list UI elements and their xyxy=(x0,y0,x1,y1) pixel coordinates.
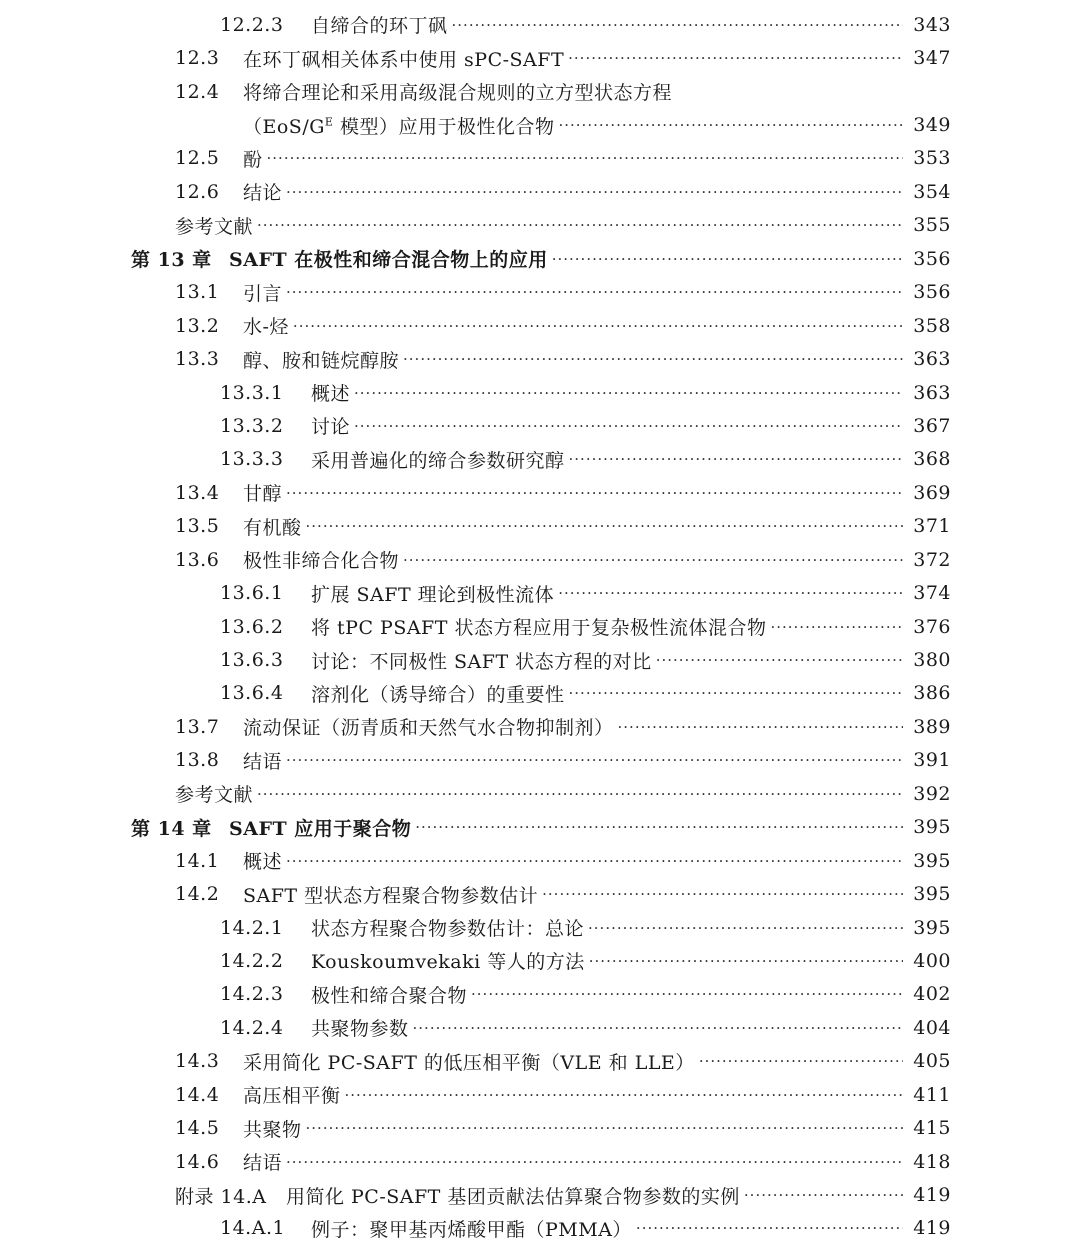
toc-entry-title: 结论 xyxy=(243,182,283,205)
toc-entry-row xyxy=(0,443,1080,476)
toc-entry-title: 状态方程聚合物参数估计：总论 xyxy=(311,918,585,941)
toc-page-number: 349 xyxy=(913,114,951,137)
toc-entry-title: 扩展 SAFT 理论到极性流体 xyxy=(311,583,555,606)
dot-leader xyxy=(354,417,903,435)
toc-entry-title: 溶剂化（诱导缔合）的重要性 xyxy=(311,683,565,706)
toc-entry-row xyxy=(0,309,1080,342)
toc-entry-row xyxy=(0,1045,1080,1078)
dot-leader xyxy=(568,49,903,67)
toc-entry-number: 13.6.4 xyxy=(220,682,284,705)
toc-entry-title: 甘醇 xyxy=(243,483,283,506)
toc-entry-title: 概述 xyxy=(311,383,351,406)
toc-entry-row xyxy=(0,342,1080,375)
toc-entry-row xyxy=(0,209,1080,242)
toc-entry-number: 14.2 xyxy=(175,883,220,906)
toc-page-number: 386 xyxy=(913,682,951,705)
toc-entry-title: 概述 xyxy=(243,851,283,874)
toc-entry-number: 13.7 xyxy=(175,715,220,738)
dot-leader xyxy=(656,651,903,669)
toc-page-number: 395 xyxy=(913,849,951,872)
toc-entry-title: 共聚物参数 xyxy=(311,1018,409,1041)
toc-entry-number: 13.6.2 xyxy=(220,615,284,638)
toc-page-number: 391 xyxy=(913,749,951,772)
toc-page-number: 347 xyxy=(913,47,951,70)
toc-page-number: 405 xyxy=(913,1050,951,1073)
toc-page-number: 363 xyxy=(913,381,951,404)
toc-page-number: 368 xyxy=(913,448,951,471)
toc-page-number: 402 xyxy=(913,983,951,1006)
toc-entry-title: （$EoS/G^E$ 模型）应用于极性化合物 xyxy=(243,115,555,138)
toc-entry-number: 13.6.1 xyxy=(220,582,284,605)
toc-entry-title: 参考文献 xyxy=(175,784,254,807)
dot-leader xyxy=(744,1186,903,1204)
toc-page-number: 419 xyxy=(913,1217,951,1240)
toc-entry-number: 12.2.3 xyxy=(220,13,284,36)
toc-entry-row xyxy=(0,877,1080,910)
toc-entry-row xyxy=(0,543,1080,576)
toc-entry-row xyxy=(0,8,1080,41)
toc-page-number: 418 xyxy=(913,1150,951,1173)
toc-entry-number: 13.3.2 xyxy=(220,414,284,437)
toc-entry-row xyxy=(0,944,1080,977)
toc-entry-number: 第 13 章 xyxy=(131,249,212,272)
toc-entry-number: 14.6 xyxy=(175,1150,220,1173)
toc-entry-number: 13.3.3 xyxy=(220,448,284,471)
toc-entry-title: SAFT 应用于聚合物 xyxy=(229,817,412,840)
toc-page-number: 354 xyxy=(913,180,951,203)
toc-entry-title: 极性非缔合化合物 xyxy=(243,550,400,573)
toc-chapter-row xyxy=(0,242,1080,275)
toc-entry-title: 在环丁砜相关体系中使用 sPC-SAFT xyxy=(243,48,565,71)
toc-page-number: 343 xyxy=(913,13,951,36)
toc-page-number: 353 xyxy=(913,147,951,170)
toc-entry-number: 14.2.2 xyxy=(220,949,284,972)
toc-page-number: 374 xyxy=(913,582,951,605)
toc-entry-number: 14.A.1 xyxy=(220,1217,286,1240)
toc-entry-title: 采用简化 PC-SAFT 的低压相平衡（VLE 和 LLE） xyxy=(243,1051,695,1074)
toc-entry-number: 13.2 xyxy=(175,314,220,337)
toc-entry-row xyxy=(0,677,1080,710)
dot-leader xyxy=(286,1153,903,1171)
dot-leader xyxy=(452,16,903,34)
toc-entry-number: 13.6.3 xyxy=(220,649,284,672)
toc-entry-title: 有机酸 xyxy=(243,516,302,539)
dot-leader xyxy=(286,484,903,502)
dot-leader xyxy=(542,885,903,903)
dot-leader xyxy=(569,684,903,702)
dot-leader xyxy=(306,517,903,535)
toc-page-number: 415 xyxy=(913,1117,951,1140)
dot-leader xyxy=(415,818,903,836)
toc-entry-title: 极性和缔合聚合物 xyxy=(311,984,468,1007)
toc-entry-number: 13.8 xyxy=(175,749,220,772)
toc-entry-title: 例子：聚甲基丙烯酸甲酯（PMMA） xyxy=(311,1218,632,1241)
toc-entry-row xyxy=(0,1011,1080,1044)
toc-page-number: 376 xyxy=(913,615,951,638)
toc-entry-row xyxy=(0,1078,1080,1111)
toc-entry-row xyxy=(0,376,1080,409)
toc-entry-row xyxy=(0,1178,1080,1211)
toc-page-number: 419 xyxy=(913,1184,951,1207)
dot-leader xyxy=(558,116,903,134)
toc-entry-number: 13.5 xyxy=(175,515,220,538)
toc-page-number: 395 xyxy=(913,916,951,939)
toc-entry-row xyxy=(0,744,1080,777)
toc-chapter-row xyxy=(0,811,1080,844)
toc-entry-row xyxy=(0,911,1080,944)
dot-leader xyxy=(267,149,903,167)
toc-entry-row xyxy=(0,108,1080,141)
toc-entry-row xyxy=(0,276,1080,309)
toc-entry-row xyxy=(0,75,1080,108)
toc-entry-title: 将缔合理论和采用高级混合规则的立方型状态方程 xyxy=(243,82,673,105)
toc-page-number: 367 xyxy=(913,414,951,437)
toc-entry-number: 14.4 xyxy=(175,1083,220,1106)
toc-entry-title: 采用普遍化的缔合参数研究醇 xyxy=(311,449,565,472)
dot-leader xyxy=(286,283,903,301)
toc-entry-row xyxy=(0,1111,1080,1144)
toc-page-number: 363 xyxy=(913,348,951,371)
toc-entry-number: 14.5 xyxy=(175,1117,220,1140)
toc-entry-number: 14.2.4 xyxy=(220,1016,284,1039)
toc-entry-title: 自缔合的环丁砜 xyxy=(311,15,448,38)
toc-entry-row xyxy=(0,41,1080,74)
toc-page-number: 411 xyxy=(913,1083,951,1106)
toc-page-number: 400 xyxy=(913,949,951,972)
toc-entry-row xyxy=(0,510,1080,543)
toc-entry-number: 12.5 xyxy=(175,147,220,170)
dot-leader xyxy=(286,751,903,769)
toc-entry-title: 醇、胺和链烷醇胺 xyxy=(243,349,400,372)
toc-entry-title: 共聚物 xyxy=(243,1118,302,1141)
toc-entry-number: 14.3 xyxy=(175,1050,220,1073)
toc-entry-title: 结语 xyxy=(243,750,283,773)
dot-leader xyxy=(257,785,903,803)
toc-page-number: 372 xyxy=(913,548,951,571)
toc-entry-title: Kouskoumvekaki 等人的方法 xyxy=(311,951,585,974)
dot-leader xyxy=(552,250,903,268)
toc-entry-title: SAFT 在极性和缔合混合物上的应用 xyxy=(229,249,548,272)
toc-entry-row xyxy=(0,142,1080,175)
toc-entry-row xyxy=(0,576,1080,609)
dot-leader xyxy=(558,584,903,602)
toc-entry-title: 结语 xyxy=(243,1152,283,1175)
toc-page-number: 404 xyxy=(913,1016,951,1039)
toc-entry-row xyxy=(0,777,1080,810)
toc-entry-number: 13.6 xyxy=(175,548,220,571)
dot-leader xyxy=(257,216,903,234)
toc-entry-number: 12.6 xyxy=(175,180,220,203)
toc-entry-row xyxy=(0,643,1080,676)
toc-page-number: 358 xyxy=(913,314,951,337)
toc-entry-title: 流动保证（沥青质和天然气水合物抑制剂） xyxy=(243,717,614,740)
dot-leader xyxy=(403,551,903,569)
toc-entry-row xyxy=(0,710,1080,743)
dot-leader xyxy=(306,1119,903,1137)
toc-entry-row xyxy=(0,978,1080,1011)
toc-page-number: 356 xyxy=(913,281,951,304)
toc-entry-title: 附录 14.A 用简化 PC-SAFT 基团贡献法估算聚合物参数的实例 xyxy=(175,1185,740,1208)
dot-leader xyxy=(471,985,903,1003)
dot-leader xyxy=(569,450,903,468)
toc-page-number: 371 xyxy=(913,515,951,538)
table-of-contents xyxy=(0,8,1080,1245)
toc-entry-row xyxy=(0,409,1080,442)
superscript: E xyxy=(324,115,334,129)
toc-page-number: 380 xyxy=(913,649,951,672)
toc-entry-title: 酚 xyxy=(243,148,263,171)
toc-entry-row xyxy=(0,844,1080,877)
toc-page-number: 392 xyxy=(913,782,951,805)
dot-leader xyxy=(699,1052,903,1070)
toc-entry-row xyxy=(0,610,1080,643)
toc-page-number: 395 xyxy=(913,816,951,839)
dot-leader xyxy=(345,1086,903,1104)
toc-entry-row xyxy=(0,1145,1080,1178)
dot-leader xyxy=(588,919,903,937)
toc-entry-title: 高压相平衡 xyxy=(243,1085,341,1108)
dot-leader xyxy=(618,718,903,736)
toc-entry-row xyxy=(0,476,1080,509)
dot-leader xyxy=(589,952,903,970)
toc-entry-title: 讨论：不同极性 SAFT 状态方程的对比 xyxy=(311,650,652,673)
toc-entry-number: 13.1 xyxy=(175,281,220,304)
toc-entry-number: 12.4 xyxy=(175,80,220,103)
toc-entry-number: 12.3 xyxy=(175,47,220,70)
toc-entry-title: 引言 xyxy=(243,282,283,305)
toc-entry-number: 13.4 xyxy=(175,481,220,504)
toc-entry-title: 将 tPC PSAFT 状态方程应用于复杂极性流体混合物 xyxy=(311,617,767,640)
toc-page-number: 356 xyxy=(913,247,951,270)
dot-leader xyxy=(403,350,903,368)
toc-entry-title: 参考文献 xyxy=(175,215,254,238)
toc-entry-title: SAFT 型状态方程聚合物参数估计 xyxy=(243,884,539,907)
toc-page-number: 395 xyxy=(913,883,951,906)
toc-entry-title: 水-烃 xyxy=(243,316,289,339)
toc-entry-row xyxy=(0,175,1080,208)
toc-page-number: 369 xyxy=(913,481,951,504)
toc-entry-number: 14.1 xyxy=(175,849,220,872)
toc-entry-number: 13.3 xyxy=(175,348,220,371)
toc-entry-number: 13.3.1 xyxy=(220,381,284,404)
dot-leader xyxy=(354,384,903,402)
dot-leader xyxy=(413,1019,903,1037)
dot-leader xyxy=(636,1219,903,1237)
toc-entry-number: 第 14 章 xyxy=(131,817,212,840)
dot-leader xyxy=(293,317,903,335)
toc-entry-number: 14.2.3 xyxy=(220,983,284,1006)
toc-entry-row xyxy=(0,1212,1080,1245)
dot-leader xyxy=(770,618,903,636)
toc-page-number: 355 xyxy=(913,214,951,237)
toc-entry-title: 讨论 xyxy=(311,416,351,439)
dot-leader xyxy=(286,852,903,870)
dot-leader xyxy=(286,183,903,201)
toc-page-number: 389 xyxy=(913,715,951,738)
toc-entry-number: 14.2.1 xyxy=(220,916,284,939)
